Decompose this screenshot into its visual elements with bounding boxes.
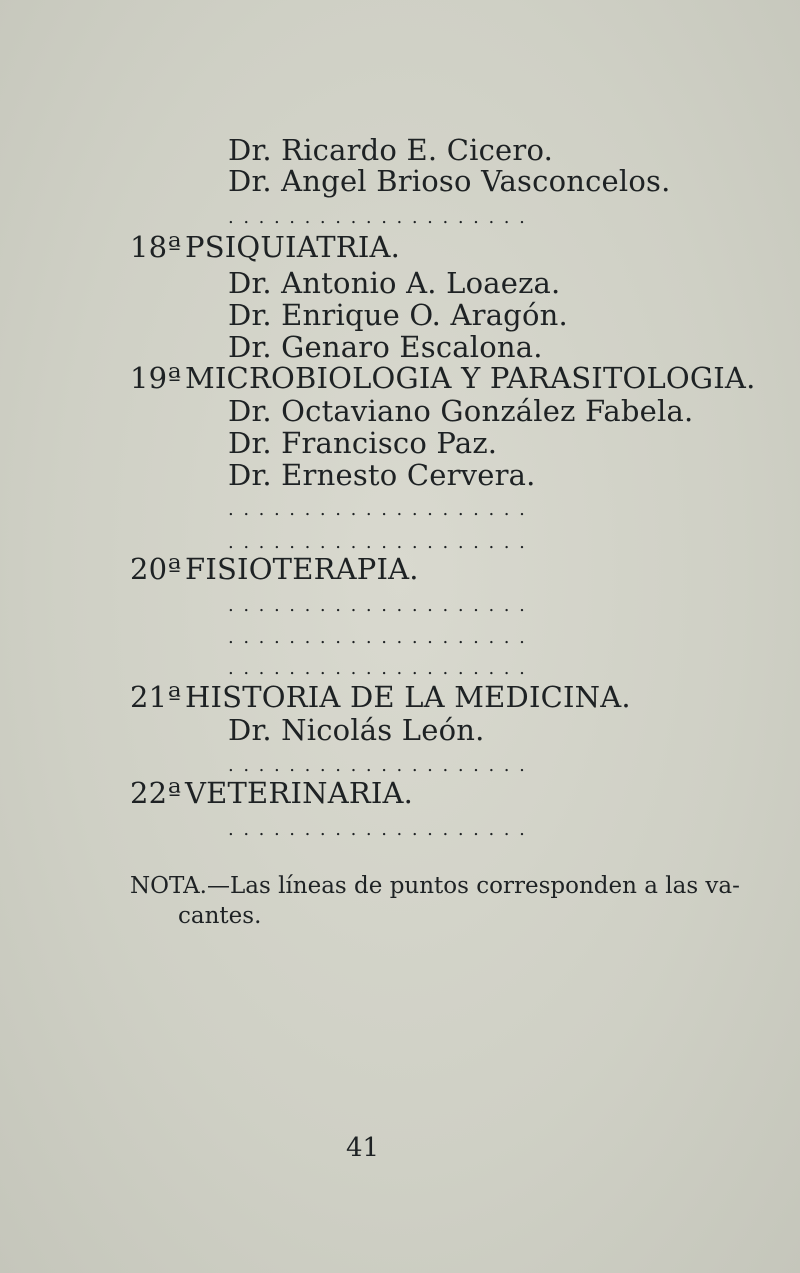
section-heading — [130, 679, 631, 715]
vacancy-dotted-line: .................... — [228, 207, 535, 228]
section-number: 21ª — [130, 680, 182, 714]
section-title: VETERINARIA. — [185, 776, 414, 810]
section-heading — [130, 360, 756, 396]
section-heading — [130, 551, 419, 587]
member-name: Dr. Ricardo E. Cicero. — [228, 133, 554, 167]
member-name: Dr. Francisco Paz. — [228, 426, 498, 460]
section-number: 19ª — [130, 361, 182, 395]
note-text: NOTA.—Las líneas de puntos corresponden a las va- — [130, 873, 740, 899]
vacancy-dotted-line: .................... — [228, 595, 535, 616]
member-name: Dr. Ernesto Cervera. — [228, 458, 536, 492]
vacancy-dotted-line: .................... — [228, 658, 535, 679]
section-title: FISIOTERAPIA. — [185, 552, 419, 586]
member-name: Dr. Genaro Escalona. — [228, 330, 543, 364]
section-heading — [130, 775, 413, 811]
section-title: MICROBIOLOGIA Y PARASITOLOGIA. — [185, 361, 756, 395]
vacancy-dotted-line: .................... — [228, 819, 535, 840]
section-number: 22ª — [130, 776, 182, 810]
section-title: PSIQUIATRIA. — [185, 230, 401, 264]
note-text-continuation: cantes. — [178, 903, 262, 929]
member-name: Dr. Nicolás León. — [228, 713, 485, 747]
vacancy-dotted-line: .................... — [228, 499, 535, 520]
section-number: 18ª — [130, 230, 182, 264]
vacancy-dotted-line: .................... — [228, 532, 535, 553]
section-heading — [130, 229, 400, 265]
section-title: HISTORIA DE LA MEDICINA. — [185, 680, 631, 714]
page-number: 41 — [346, 1133, 380, 1163]
member-name: Dr. Antonio A. Loaeza. — [228, 266, 561, 300]
member-name: Dr. Enrique O. Aragón. — [228, 298, 568, 332]
member-name: Dr. Octaviano González Fabela. — [228, 394, 694, 428]
vacancy-dotted-line: .................... — [228, 755, 535, 776]
member-name: Dr. Angel Brioso Vasconcelos. — [228, 164, 671, 198]
vacancy-dotted-line: .................... — [228, 627, 535, 648]
section-number: 20ª — [130, 552, 182, 586]
